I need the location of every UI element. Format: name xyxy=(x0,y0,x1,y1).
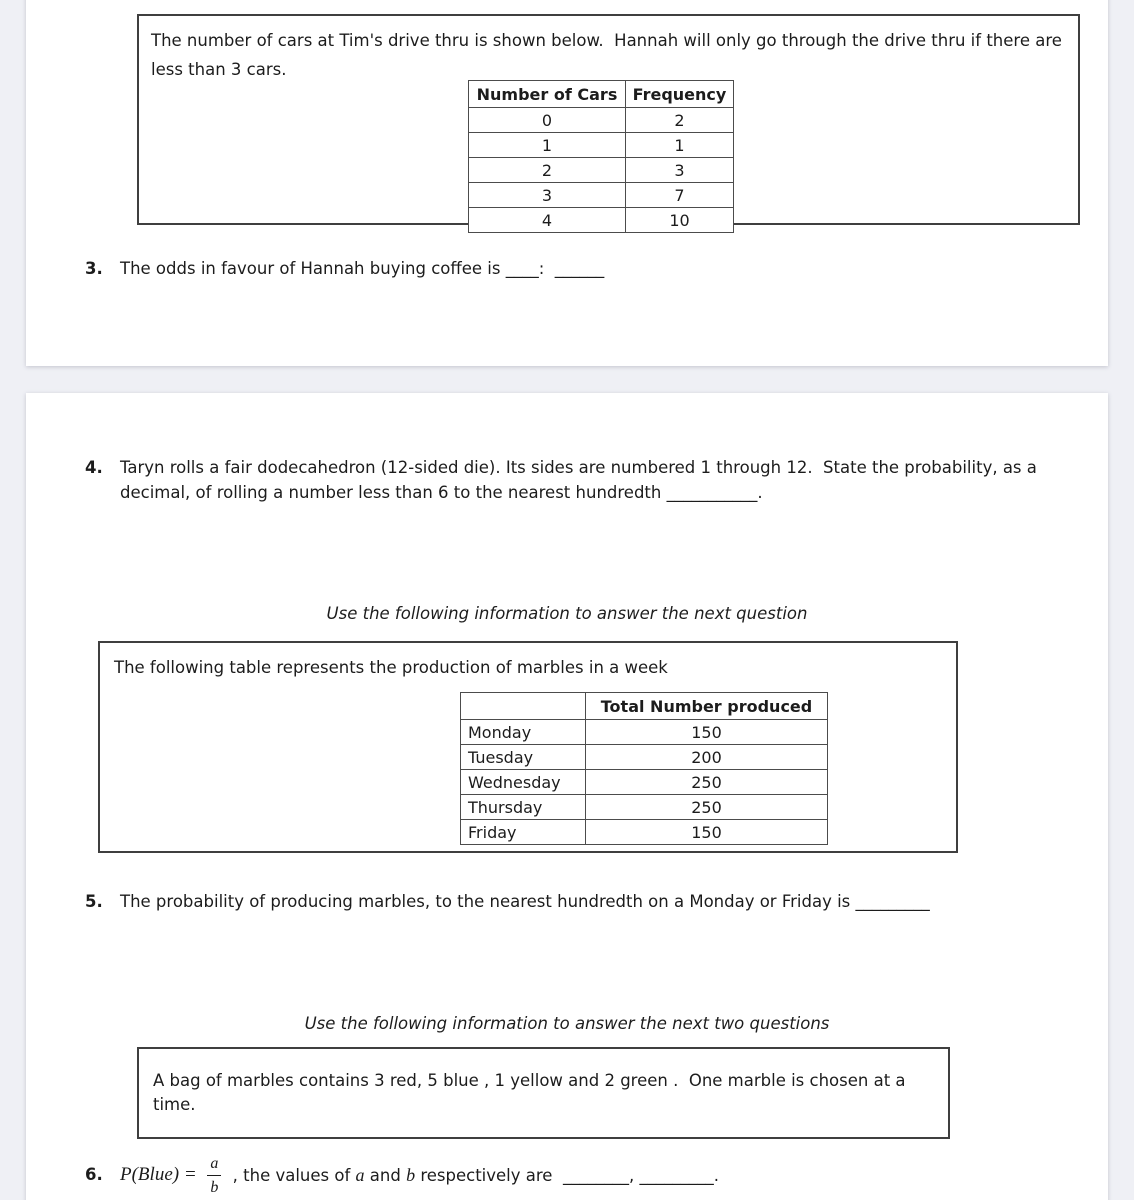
info-box-bag-of-marbles xyxy=(137,1047,950,1139)
cell-day: Thursday xyxy=(461,795,586,820)
variable-b: b xyxy=(406,1164,416,1185)
column-header-blank xyxy=(461,693,586,720)
question-6-text xyxy=(120,1154,719,1197)
cell-frequency: 3 xyxy=(626,158,734,183)
answer-blank: _________ xyxy=(639,1165,714,1185)
question-6-text-part: , the values of xyxy=(227,1165,356,1185)
cell-produced: 150 xyxy=(586,820,828,845)
question-6-number: 6. xyxy=(85,1165,103,1184)
marble-production-table xyxy=(460,692,828,845)
cell-produced: 200 xyxy=(586,745,828,770)
table-row xyxy=(469,108,734,133)
column-header-number-of-cars: Number of Cars xyxy=(469,81,626,108)
variable-a: a xyxy=(355,1164,365,1185)
cell-day: Monday xyxy=(461,720,586,745)
info-box-cars xyxy=(137,14,1080,230)
table-row xyxy=(469,208,734,233)
answer-blank: ________ xyxy=(562,1165,629,1185)
table-row xyxy=(469,158,734,183)
question-6-text-and: and xyxy=(364,1165,407,1185)
fraction-bar xyxy=(207,1175,221,1176)
table-row xyxy=(461,795,828,820)
table-row xyxy=(461,820,828,845)
info-box-bag-of-marbles-text: A bag of marbles contains 3 red, 5 blue , 1 yellow and 2 green . One marble is chosen at a time. xyxy=(153,1071,911,1114)
fraction-a-over-b xyxy=(207,1154,221,1197)
cell-frequency: 10 xyxy=(626,208,734,233)
cell-produced: 150 xyxy=(586,720,828,745)
fraction-denominator: b xyxy=(210,1178,219,1196)
info-box-marble-production-text: The following table represents the production of marbles in a week xyxy=(114,658,668,677)
cell-frequency: 7 xyxy=(626,183,734,208)
table-header-row xyxy=(461,693,828,720)
table-row xyxy=(461,745,828,770)
table-row xyxy=(461,770,828,795)
cars-frequency-table xyxy=(468,80,734,233)
question-5 xyxy=(85,889,930,914)
cell-frequency: 2 xyxy=(626,108,734,133)
column-header-frequency: Frequency xyxy=(626,81,734,108)
question-3-text: The odds in favour of Hannah buying coffee is ____: ______ xyxy=(120,259,605,278)
question-5-text: The probability of producing marbles, to the nearest hundredth on a Monday or Friday is _________ xyxy=(120,892,930,911)
table-row xyxy=(469,133,734,158)
table-row xyxy=(469,183,734,208)
question-6 xyxy=(85,1153,719,1197)
cell-produced: 250 xyxy=(586,795,828,820)
question-3 xyxy=(85,256,604,281)
cell-day: Tuesday xyxy=(461,745,586,770)
cell-cars: 3 xyxy=(469,183,626,208)
question-3-number: 3. xyxy=(85,259,103,278)
cell-frequency: 1 xyxy=(626,133,734,158)
question-4 xyxy=(85,455,1075,505)
question-5-number: 5. xyxy=(85,892,103,911)
cell-day: Friday xyxy=(461,820,586,845)
cell-produced: 250 xyxy=(586,770,828,795)
column-header-total-produced: Total Number produced xyxy=(586,693,828,720)
cell-cars: 4 xyxy=(469,208,626,233)
math-p-blue-equals: P(Blue) = xyxy=(120,1164,202,1185)
instruction-next-two-questions: Use the following information to answer the next two questions xyxy=(304,1014,830,1033)
info-box-cars-text: The number of cars at Tim's drive thru is shown below. Hannah will only go through the drive thru if there are less than 3 cars. xyxy=(151,31,1068,79)
instruction-next-question: Use the following information to answer the next question xyxy=(326,604,808,623)
table-row xyxy=(461,720,828,745)
cell-day: Wednesday xyxy=(461,770,586,795)
cell-cars: 0 xyxy=(469,108,626,133)
question-4-text: Taryn rolls a fair dodecahedron (12-sided die). Its sides are numbered 1 through 12. State the probability, as a decimal, of rolling a number less than 6 to the nearest hundredth ___________. xyxy=(120,458,1043,502)
info-box-marble-production xyxy=(98,641,958,853)
cell-cars: 2 xyxy=(469,158,626,183)
comma-separator: , xyxy=(628,1165,640,1185)
page-2 xyxy=(26,393,1108,1200)
fraction-numerator: a xyxy=(210,1154,219,1172)
question-4-number: 4. xyxy=(85,458,103,477)
cell-cars: 1 xyxy=(469,133,626,158)
question-6-text-part: respectively are xyxy=(415,1165,563,1185)
table-header-row xyxy=(469,81,734,108)
page-1 xyxy=(26,0,1108,366)
period: . xyxy=(713,1165,719,1185)
